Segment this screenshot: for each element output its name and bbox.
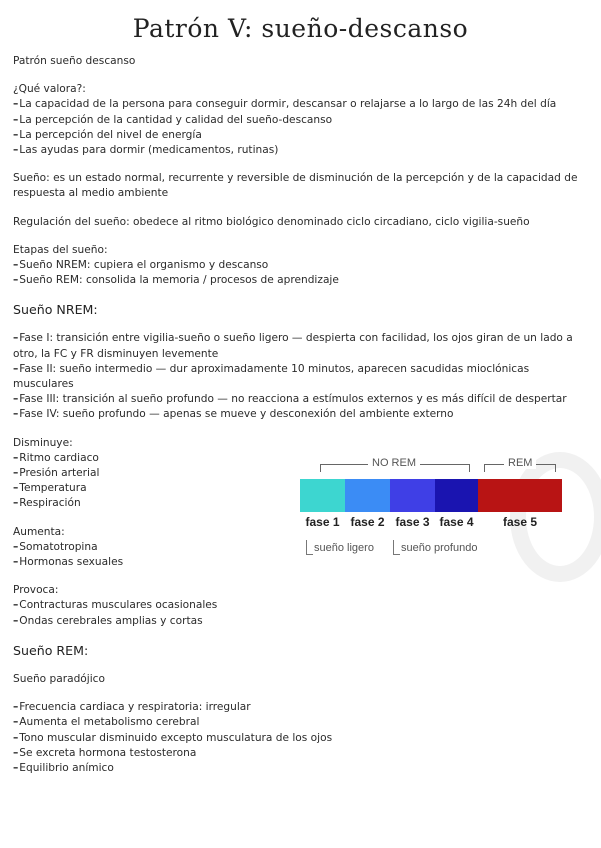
phase-label-5: fase 5 [502,515,538,529]
list-item: – Fase I: transición entre vigilia-sueño o sueño ligero — despierta con facilidad, los ojos giran de un lado a otro, la FC y FR disminuyen levemente [13,331,588,361]
list-item: – Fase II: sueño intermedio — dur aproximadamente 10 minutos, aparecen sacudidas mioclónicas musculares [13,362,588,392]
list-item: – Fase III: transición al sueño profundo — no reacciona a estímulos externos y es más difícil de despertar [13,392,588,407]
list-item: – Ritmo cardiaco [13,451,588,466]
page-title: Patrón V: sueño-descanso [132,14,469,43]
definicion-paragraph: Sueño: es un estado normal, recurrente y reversible de disminución de la percepción y de la capacidad de respuesta al medio ambiente [13,172,578,200]
ligero-label: sueño ligero [314,542,374,554]
list-item: – La percepción de la cantidad y calidad del sueño-descanso [13,113,588,128]
document-body [13,54,588,776]
rem-subtitle: Sueño paradójico [13,672,105,685]
list-item: – Fase IV: sueño profundo — apenas se mueve y desconexión del ambiente externo [13,407,588,422]
profundo-label: sueño profundo [401,542,478,554]
subtitle: Patrón sueño descanso [13,55,136,67]
phase-label-1: fase 1 [305,515,340,529]
phase-label-2: fase 2 [350,515,385,529]
disminuye-heading: Disminuye: [13,436,73,449]
list-item: – Aumenta el metabolismo cerebral [13,715,588,730]
list-item: – Hormonas sexuales [13,555,588,570]
rem-bracket [484,457,556,473]
provoca-heading: Provoca: [13,584,59,597]
etapas-heading: Etapas del sueño: [13,243,108,256]
list-item: – Se excreta hormona testosterona [13,746,588,761]
phase-bar-1 [300,479,345,512]
list-item: – Temperatura [13,481,588,496]
rem-title: Sueño REM: [13,642,89,658]
sleep-phases-diagram [298,452,598,612]
list-item: – Contracturas musculares ocasionales [13,598,588,613]
ligero-bracket [306,540,313,555]
list-item: – Frecuencia cardiaca y respiratoria: irregular [13,700,588,715]
list-item: – Sueño REM: consolida la memoria / procesos de aprendizaje [13,273,588,288]
nrem-title: Sueño NREM: [13,302,98,318]
list-item: – La percepción del nivel de energía [13,128,588,143]
aumenta-heading: Aumenta: [13,525,65,538]
phase-label-3: fase 3 [395,515,430,529]
list-item: – Sueño NREM: cupiera el organismo y descanso [13,258,588,273]
phase-bar-5 [478,479,562,512]
list-item: – Las ayudas para dormir (medicamentos, rutinas) [13,143,588,158]
valora-heading: ¿Qué valora?: [13,83,86,96]
list-item: – Ondas cerebrales amplias y cortas [13,614,588,629]
phase-label-4: fase 4 [439,515,474,529]
regulacion-paragraph: Regulación del sueño: obedece al ritmo biológico denominado ciclo circadiano, ciclo vigilia-sueño [13,215,530,228]
phase-bar-3 [390,479,435,512]
phase-bar-2 [345,479,390,512]
no-rem-label: NO REM [368,457,420,469]
list-item: – Respiración [13,496,588,511]
no-rem-bracket [320,457,470,473]
rem-label: REM [504,457,536,469]
list-item: – Presión arterial [13,466,588,481]
phase-bar-4 [435,479,478,512]
profundo-bracket [393,540,400,555]
list-item: – Somatotropina [13,540,588,555]
list-item: – Tono muscular disminuido excepto musculatura de los ojos [13,731,588,746]
list-item: – Equilibrio anímico [13,761,588,776]
list-item: – La capacidad de la persona para conseguir dormir, descansar o relajarse a lo largo de las 24h del día [13,97,588,112]
